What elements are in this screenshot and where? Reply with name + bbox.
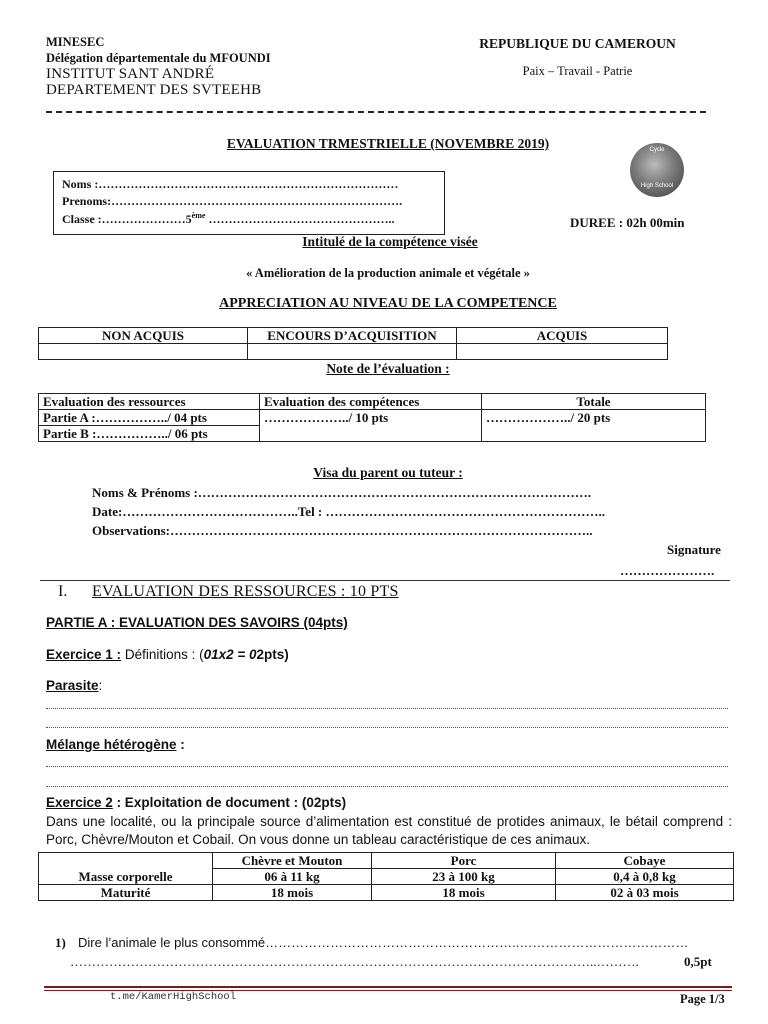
term2-label: Mélange hétérogène	[46, 737, 177, 752]
note-competences[interactable]: ………………../ 10 pts	[260, 410, 482, 442]
note-table	[38, 393, 706, 442]
answer-line-1[interactable]	[46, 708, 728, 709]
appreciation-table	[38, 327, 668, 360]
ministry: MINESEC	[46, 35, 105, 49]
footer-rule-thick	[44, 986, 732, 988]
logo-text-bottom: High School	[640, 183, 674, 189]
animal-table	[38, 852, 734, 901]
ex1-text: Définitions : (	[121, 647, 204, 662]
cell-encours[interactable]	[248, 344, 457, 360]
partA-title: PARTIE A : EVALUATION DES SAVOIRS (04pts)	[46, 615, 348, 630]
answer-line-2[interactable]	[46, 727, 728, 728]
section-divider	[40, 580, 730, 581]
header-right	[470, 36, 685, 79]
ex2-pts: : (02pts)	[289, 795, 347, 810]
signature-label: Signature	[667, 542, 721, 557]
row-maturite-chevre: 18 mois	[213, 885, 372, 901]
noms-field[interactable]: Noms :…………………………………………………………………	[62, 177, 399, 191]
ex2-paragraph: Dans une localité, ou la principale source d’alimentation est constitué de protides animaux, le bétail comprend : Porc, Chèvre/Mouton et Cobail. On vous donne un tableau caractéristique de ces animaux.	[46, 814, 732, 847]
appreciation-title: APPRECIATION AU NIVEAU DE LA COMPETENCE	[219, 296, 557, 311]
term2-colon: :	[176, 737, 185, 752]
page-number: Page 1/3	[680, 992, 725, 1006]
header-acquis: ACQUIS	[457, 328, 668, 344]
ex1-label: Exercice 1 :	[46, 647, 122, 662]
row-masse-label: Masse corporelle	[39, 869, 213, 885]
competence-title: Intitulé de la compétence visée	[302, 234, 478, 249]
header-encours: ENCOURS D’ACQUISITION	[248, 328, 457, 344]
motto: Paix – Travail - Patrie	[522, 64, 633, 78]
note-header-competences: Evaluation des compétences	[260, 394, 482, 410]
term1-label: Parasite	[46, 678, 99, 693]
q1-points: 0,5pt	[684, 954, 712, 969]
row-masse-chevre: 06 à 11 kg	[213, 869, 372, 885]
visa-noms[interactable]: Noms & Prénoms :……………………………………………………………………………….	[92, 485, 592, 500]
header-left	[46, 34, 271, 98]
term-parasite	[46, 678, 102, 693]
logo-text-top: Cycle	[649, 147, 665, 153]
note-title: Note de l’évaluation :	[326, 361, 450, 376]
student-info-box	[53, 171, 445, 235]
cell-acquis[interactable]	[457, 344, 668, 360]
classe-prefix: Classe :…………………5	[62, 212, 192, 226]
term1-colon: :	[98, 678, 103, 693]
q1-text: Dire l’animale le plus consommé…………………………………………………..…………………………………	[78, 935, 689, 950]
signature-dots[interactable]: ………………….	[620, 563, 715, 578]
q1-number: 1)	[55, 935, 66, 950]
school-logo	[630, 143, 684, 197]
q1-answer-line[interactable]: …………………………………………………………………………………………………………..……….	[70, 954, 639, 969]
exam-title: EVALUATION TRMESTRIELLE (NOVEMBRE 2019)	[226, 136, 550, 151]
note-header-total: Totale	[482, 394, 706, 410]
prenoms-field[interactable]: Prenoms:……………………………………………………………….	[62, 194, 403, 208]
delegation: Délégation départementale du MFOUNDI	[46, 51, 271, 65]
duration: DUREE : 02h 00min	[570, 215, 685, 230]
animal-header-porc: Porc	[372, 853, 556, 869]
classe-suffix: ………………………………………..	[205, 212, 395, 226]
classe-field[interactable]	[62, 211, 394, 227]
answer-line-4[interactable]	[46, 786, 728, 787]
row-maturite-label: Maturité	[39, 885, 213, 901]
term-melange	[46, 737, 185, 752]
ex1-pts: 01x2 = 0	[203, 647, 257, 662]
section-title: EVALUATION DES RESSOURCES : 10 PTS	[92, 583, 399, 600]
visa-observations[interactable]: Observations:……………………………………………………………………………………..	[92, 523, 593, 538]
ex1-tail: 2pts)	[256, 647, 289, 662]
section-number: I.	[58, 583, 68, 600]
visa-title: Visa du parent ou tuteur :	[313, 465, 463, 480]
animal-header-cobaye: Cobaye	[556, 853, 734, 869]
note-header-resources: Evaluation des ressources	[39, 394, 260, 410]
note-partB[interactable]: Partie B :……………../ 06 pts	[39, 426, 260, 442]
cell-non-acquis[interactable]	[39, 344, 248, 360]
note-partA[interactable]: Partie A :……………../ 04 pts	[39, 410, 260, 426]
department: DEPARTEMENT DES SVTEEHB	[46, 82, 262, 98]
answer-line-3[interactable]	[46, 766, 728, 767]
classe-sup: ème	[191, 211, 206, 220]
visa-date[interactable]: Date:…………………………………..Tel : ………………………………………………………..	[92, 504, 606, 519]
header-non-acquis: NON ACQUIS	[39, 328, 248, 344]
school-name: INSTITUT SANT ANDRÉ	[46, 66, 215, 82]
competence-text: « Amélioration de la production animale et végétale »	[246, 266, 530, 280]
animal-header-chevre: Chèvre et Mouton	[213, 853, 372, 869]
exercise2	[46, 795, 346, 810]
exercise1	[46, 647, 289, 662]
republic: REPUBLIQUE DU CAMEROUN	[479, 36, 676, 51]
row-masse-porc: 23 à 100 kg	[372, 869, 556, 885]
telegram-link[interactable]: t.me/KamerHighSchool	[110, 991, 237, 1003]
ex2-label: Exercice 2	[46, 795, 113, 810]
header-divider	[46, 111, 706, 113]
ex2-text: : Exploitation de document	[112, 795, 290, 810]
animal-header-empty	[39, 853, 213, 869]
row-maturite-porc: 18 mois	[372, 885, 556, 901]
row-maturite-cobaye: 02 à 03 mois	[556, 885, 734, 901]
note-total[interactable]: ………………../ 20 pts	[482, 410, 706, 442]
row-masse-cobaye: 0,4 à 0,8 kg	[556, 869, 734, 885]
